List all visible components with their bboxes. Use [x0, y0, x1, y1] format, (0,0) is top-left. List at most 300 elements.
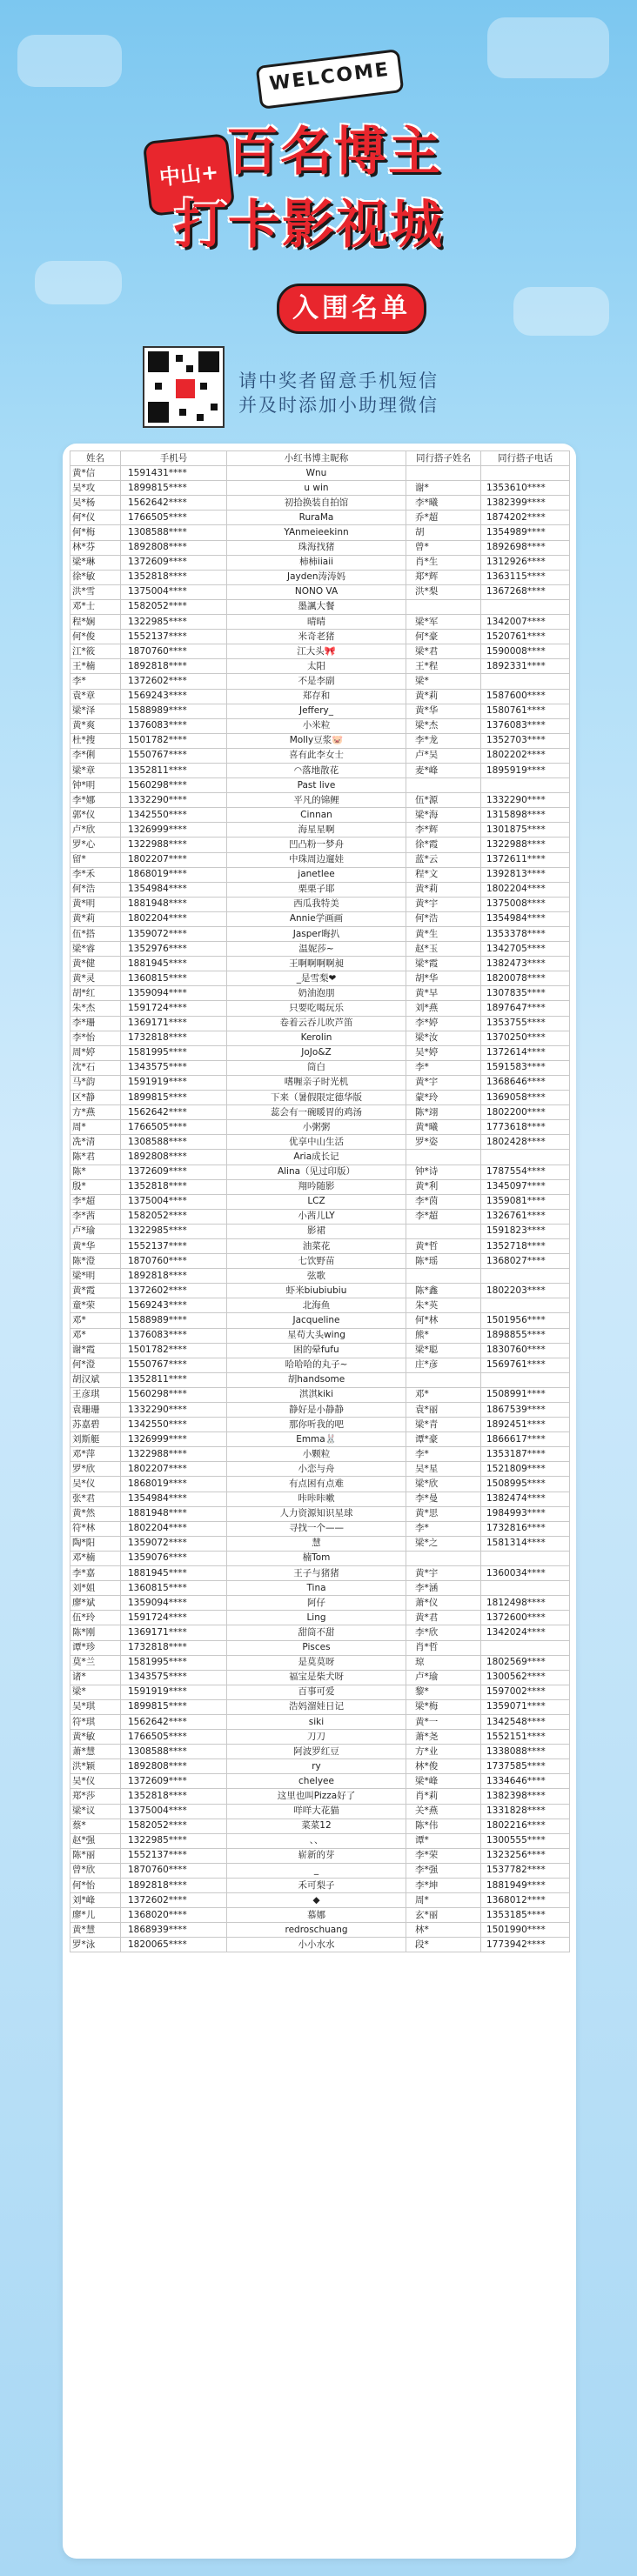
cell-name: 伍*搭 — [70, 927, 121, 942]
cell-companion-phone: 1597002**** — [481, 1685, 570, 1699]
table-row — [70, 584, 570, 599]
cell-companion-phone: 1802428**** — [481, 1135, 570, 1150]
table-row — [70, 957, 570, 971]
cell-name: 冼*清 — [70, 1135, 121, 1150]
cell-name: 邓*楠 — [70, 1551, 121, 1565]
cell-companion-phone: 1508991**** — [481, 1387, 570, 1402]
cell-nickname: Cinnan — [227, 808, 406, 823]
table-row — [70, 823, 570, 838]
cell-phone: 1591724**** — [121, 1001, 227, 1016]
cell-phone: 1375004**** — [121, 584, 227, 599]
cell-name: 陈*刚 — [70, 1625, 121, 1640]
cell-name: 黄*莉 — [70, 911, 121, 926]
cell-companion-name: 谢* — [406, 481, 481, 496]
cell-name: 杜*搜 — [70, 733, 121, 748]
cell-companion-name: 黄*思 — [406, 1506, 481, 1521]
cell-nickname: Annie学画画 — [227, 911, 406, 926]
cell-nickname: 淇淇kiki — [227, 1387, 406, 1402]
cell-name: 刘*姐 — [70, 1581, 121, 1596]
table-row — [70, 1313, 570, 1328]
cell-nickname: 嗜喱亲子时光机 — [227, 1075, 406, 1090]
cell-companion-phone: 1372611**** — [481, 852, 570, 867]
cell-name: 赵*强 — [70, 1833, 121, 1848]
cell-companion-name: 乔*超 — [406, 511, 481, 525]
cell-companion-name: 肖*哲 — [406, 1640, 481, 1655]
cell-companion-phone: 1375008**** — [481, 897, 570, 911]
cell-companion-name: 何*浩 — [406, 911, 481, 926]
cell-companion-phone — [481, 778, 570, 793]
cell-name: 邓*萍 — [70, 1447, 121, 1462]
cell-companion-phone: 1802204**** — [481, 882, 570, 897]
cell-nickname: Molly豆浆🐷 — [227, 733, 406, 748]
cell-name: 李*娜 — [70, 793, 121, 808]
cell-name: 李*禾 — [70, 867, 121, 882]
table-row — [70, 1893, 570, 1908]
cell-nickname: 慧 — [227, 1536, 406, 1551]
cell-phone: 1343575**** — [121, 1670, 227, 1685]
cell-companion-phone: 1332290**** — [481, 793, 570, 808]
cell-nickname: Jayden涛涛妈 — [227, 570, 406, 584]
cell-nickname: 虾米biubiubiu — [227, 1284, 406, 1298]
cell-companion-name: 琼 — [406, 1655, 481, 1670]
cell-phone: 1820065**** — [121, 1938, 227, 1952]
table-row — [70, 1016, 570, 1031]
cell-companion-name: 何*豪 — [406, 630, 481, 644]
cell-nickname: 西瓜我特美 — [227, 897, 406, 911]
table-row — [70, 1298, 570, 1313]
cell-phone: 1881948**** — [121, 897, 227, 911]
cell-companion-name: 李*超 — [406, 1209, 481, 1224]
table-row — [70, 1714, 570, 1729]
cell-nickname: ry — [227, 1759, 406, 1774]
cell-name: 留* — [70, 852, 121, 867]
cell-nickname: 小粥粥 — [227, 1120, 406, 1135]
cell-phone: 1766505**** — [121, 1120, 227, 1135]
cell-companion-phone: 1382474**** — [481, 1492, 570, 1506]
table-row — [70, 778, 570, 793]
cell-name: 陈*丽 — [70, 1848, 121, 1863]
cell-companion-phone: 1587600**** — [481, 689, 570, 704]
cell-companion-name: 吴*星 — [406, 1462, 481, 1477]
cell-companion-phone: 1802216**** — [481, 1819, 570, 1833]
cell-nickname: 珠海找猪 — [227, 540, 406, 555]
cell-companion-name: 钟*诗 — [406, 1165, 481, 1179]
cell-companion-phone: 1898855**** — [481, 1328, 570, 1343]
cell-companion-phone: 1892451**** — [481, 1418, 570, 1432]
notice-line2: 并及时添加小助理微信 — [238, 395, 439, 416]
cell-nickname: 菜菜12 — [227, 1819, 406, 1833]
cell-companion-name: 梁*霞 — [406, 957, 481, 971]
table-row — [70, 659, 570, 674]
cell-nickname: 小颗粒 — [227, 1447, 406, 1462]
cell-name: 黄*健 — [70, 957, 121, 971]
cell-companion-phone: 1732816**** — [481, 1521, 570, 1536]
cell-name: 沈*石 — [70, 1060, 121, 1075]
cell-phone: 1569243**** — [121, 1298, 227, 1313]
cell-companion-name: 蒙*玲 — [406, 1091, 481, 1105]
cell-companion-phone: 1372600**** — [481, 1611, 570, 1625]
cell-name: 黄*敏 — [70, 1730, 121, 1745]
cell-nickname: 困的晕fufu — [227, 1343, 406, 1358]
cell-companion-name: 肖*莉 — [406, 1789, 481, 1804]
cell-phone: 1354984**** — [121, 882, 227, 897]
table-row — [70, 1789, 570, 1804]
cell-nickname: 晴晴 — [227, 615, 406, 630]
cell-name: 邓*士 — [70, 599, 121, 614]
table-row — [70, 1833, 570, 1848]
cell-phone: 1892818**** — [121, 1879, 227, 1893]
cell-companion-name: 黄*宇 — [406, 1075, 481, 1090]
table-row — [70, 1521, 570, 1536]
cell-name: 莫*兰 — [70, 1655, 121, 1670]
cell-name: 伍*玲 — [70, 1611, 121, 1625]
cell-name: 吴*仪 — [70, 1774, 121, 1789]
qr-code-icon — [143, 346, 225, 428]
cell-companion-phone: 1773942**** — [481, 1938, 570, 1952]
cell-name: 方*燕 — [70, 1105, 121, 1120]
table-row — [70, 1923, 570, 1938]
cell-companion-name: 李* — [406, 1521, 481, 1536]
cell-companion-name: 谭* — [406, 1833, 481, 1848]
cell-companion-name: 黄*曦 — [406, 1120, 481, 1135]
cell-phone: 1550767**** — [121, 748, 227, 763]
cell-phone: 1343575**** — [121, 1060, 227, 1075]
cell-nickname: janetlee — [227, 867, 406, 882]
cell-nickname: 静好是小静静 — [227, 1403, 406, 1418]
cell-companion-phone: 1812498**** — [481, 1596, 570, 1611]
cell-nickname: _ — [227, 1863, 406, 1878]
cell-phone: 1899815**** — [121, 481, 227, 496]
cell-companion-phone: 1508995**** — [481, 1477, 570, 1492]
cell-nickname: 阿仔 — [227, 1596, 406, 1611]
cell-nickname: 王子与猪猪 — [227, 1566, 406, 1581]
cell-companion-name — [406, 1224, 481, 1238]
table-row — [70, 718, 570, 733]
cell-companion-phone: 1354989**** — [481, 525, 570, 540]
table-row — [70, 689, 570, 704]
cell-nickname: Jeffery_ — [227, 704, 406, 718]
cell-companion-name: 黄*早 — [406, 986, 481, 1001]
table-row — [70, 1387, 570, 1402]
cell-companion-name: 陈*鑫 — [406, 1284, 481, 1298]
cell-companion-name: 梁*青 — [406, 1418, 481, 1432]
cell-companion-name: 肖*生 — [406, 555, 481, 570]
cell-companion-phone: 1353187**** — [481, 1447, 570, 1462]
cell-companion-phone: 1580761**** — [481, 704, 570, 718]
cell-nickname: 刀刀 — [227, 1730, 406, 1745]
cell-companion-phone — [481, 1581, 570, 1596]
cell-phone: 1892808**** — [121, 540, 227, 555]
table-row — [70, 1699, 570, 1714]
table-row — [70, 1938, 570, 1952]
cell-name: 苏嘉碧 — [70, 1418, 121, 1432]
table-row — [70, 852, 570, 867]
cell-companion-phone: 1345097**** — [481, 1179, 570, 1194]
cell-name: 徐*敏 — [70, 570, 121, 584]
cell-nickname: 中珠周边遛娃 — [227, 852, 406, 867]
cell-name: 李*珊 — [70, 1016, 121, 1031]
cell-phone: 1868019**** — [121, 867, 227, 882]
decorative-cloud — [487, 17, 609, 78]
table-row — [70, 971, 570, 986]
cell-companion-name — [406, 1269, 481, 1284]
cell-phone: 1899815**** — [121, 1091, 227, 1105]
cell-companion-phone: 1359081**** — [481, 1194, 570, 1209]
cell-companion-name: 李*婷 — [406, 1016, 481, 1031]
table-row — [70, 1179, 570, 1194]
cell-companion-phone: 1569761**** — [481, 1358, 570, 1372]
cell-companion-phone: 1802203**** — [481, 1284, 570, 1298]
cell-companion-phone: 1315898**** — [481, 808, 570, 823]
cell-companion-name: 黄*华 — [406, 704, 481, 718]
cell-nickname: 翔吟随影 — [227, 1179, 406, 1194]
cell-nickname: Emma🐰 — [227, 1432, 406, 1447]
cell-phone: 1501782**** — [121, 1343, 227, 1358]
cell-nickname: 慕娜 — [227, 1908, 406, 1923]
cell-phone: 1802207**** — [121, 852, 227, 867]
cell-phone: 1369171**** — [121, 1625, 227, 1640]
cell-phone: 1369171**** — [121, 1016, 227, 1031]
cell-nickname: 楠Tom — [227, 1551, 406, 1565]
table-row — [70, 942, 570, 957]
cell-companion-name: 胡*华 — [406, 971, 481, 986]
cell-phone: 1322985**** — [121, 1833, 227, 1848]
cell-nickname: Alina（见过印版） — [227, 1165, 406, 1179]
table-row — [70, 748, 570, 763]
cell-nickname: ◠落地散花 — [227, 763, 406, 777]
cell-nickname: 优享中山生活 — [227, 1135, 406, 1150]
table-row — [70, 1477, 570, 1492]
table-row — [70, 1150, 570, 1165]
cell-companion-phone: 1334646**** — [481, 1774, 570, 1789]
cell-nickname: 北海鱼 — [227, 1298, 406, 1313]
cell-nickname: YAnmeieekinn — [227, 525, 406, 540]
cell-phone: 1359094**** — [121, 986, 227, 1001]
cell-phone: 1802204**** — [121, 911, 227, 926]
cell-companion-phone: 1369058**** — [481, 1091, 570, 1105]
cell-name: 周* — [70, 1120, 121, 1135]
cell-phone: 1591431**** — [121, 466, 227, 481]
cell-companion-name: 黄*宇 — [406, 897, 481, 911]
table-row — [70, 630, 570, 644]
cell-nickname: 奶油泡朋 — [227, 986, 406, 1001]
decorative-cloud — [513, 287, 609, 336]
cell-name: 郑*莎 — [70, 1789, 121, 1804]
cell-nickname: 油菜花 — [227, 1238, 406, 1253]
table-row — [70, 1551, 570, 1565]
cell-companion-name: 程*文 — [406, 867, 481, 882]
cell-nickname: 王啊啊啊啊昶 — [227, 957, 406, 971]
table-row — [70, 1358, 570, 1372]
table-row — [70, 1194, 570, 1209]
cell-nickname: 米奇老猪 — [227, 630, 406, 644]
cell-phone: 1868939**** — [121, 1923, 227, 1938]
cell-phone: 1569243**** — [121, 689, 227, 704]
cell-phone: 1352818**** — [121, 570, 227, 584]
table-row — [70, 1685, 570, 1699]
table-row — [70, 1581, 570, 1596]
decorative-cloud — [17, 35, 122, 87]
cell-phone: 1881945**** — [121, 957, 227, 971]
cell-nickname: 喜有此李女士 — [227, 748, 406, 763]
cell-name: 胡*红 — [70, 986, 121, 1001]
table-row — [70, 867, 570, 882]
cell-name: 何*俊 — [70, 630, 121, 644]
cell-companion-name: 玄*丽 — [406, 1908, 481, 1923]
cell-phone: 1352818**** — [121, 1789, 227, 1804]
cell-companion-name: 邓* — [406, 1387, 481, 1402]
cell-nickname: 柿柿iiaii — [227, 555, 406, 570]
cell-companion-phone: 1352703**** — [481, 733, 570, 748]
cell-nickname: Ling — [227, 1611, 406, 1625]
cell-name: 黄*慧 — [70, 1923, 121, 1938]
cell-nickname: 小小水水 — [227, 1938, 406, 1952]
cell-companion-name — [406, 466, 481, 481]
table-row — [70, 1640, 570, 1655]
cell-phone: 1359072**** — [121, 927, 227, 942]
cell-companion-name: 梁*杰 — [406, 718, 481, 733]
cell-nickname: LCZ — [227, 1194, 406, 1209]
cell-companion-phone: 1338088**** — [481, 1745, 570, 1759]
cell-companion-name: 李* — [406, 1447, 481, 1462]
cell-companion-phone: 1342705**** — [481, 942, 570, 957]
table-row — [70, 1670, 570, 1685]
cell-companion-name: 黄*利 — [406, 1179, 481, 1194]
table-row — [70, 1536, 570, 1551]
cell-companion-phone: 1382398**** — [481, 1789, 570, 1804]
cell-name: 何*梅 — [70, 525, 121, 540]
cell-companion-phone: 1368646**** — [481, 1075, 570, 1090]
cell-phone: 1375004**** — [121, 1194, 227, 1209]
cell-phone: 1308588**** — [121, 525, 227, 540]
cell-name: 谭*珍 — [70, 1640, 121, 1655]
cell-nickname: 七饮野苗 — [227, 1254, 406, 1269]
cell-companion-phone: 1787554**** — [481, 1165, 570, 1179]
cell-phone: 1550767**** — [121, 1358, 227, 1372]
cell-nickname: 百事可爱 — [227, 1685, 406, 1699]
cell-phone: 1732818**** — [121, 1640, 227, 1655]
cell-name: 李*俐 — [70, 748, 121, 763]
cell-companion-name: 梁*梅 — [406, 1699, 481, 1714]
cell-name: 陶*阳 — [70, 1536, 121, 1551]
cell-nickname: 小恋与舟 — [227, 1462, 406, 1477]
cell-nickname: 初拾换装自拍馆 — [227, 496, 406, 511]
cell-name: 廖*斌 — [70, 1596, 121, 1611]
table-row — [70, 1745, 570, 1759]
cell-name: 何*怡 — [70, 1879, 121, 1893]
cell-companion-phone — [481, 674, 570, 689]
cell-companion-name: 洪*梨 — [406, 584, 481, 599]
cell-companion-phone: 1802569**** — [481, 1655, 570, 1670]
cell-nickname: 咩咩大花猫 — [227, 1804, 406, 1819]
cell-companion-phone: 1353378**** — [481, 927, 570, 942]
cell-phone: 1870760**** — [121, 1863, 227, 1878]
cell-nickname: 那你听我的吧 — [227, 1418, 406, 1432]
cell-name: 殷* — [70, 1179, 121, 1194]
cell-companion-phone: 1881949**** — [481, 1879, 570, 1893]
table-row — [70, 1091, 570, 1105]
cell-companion-name: 萧*仪 — [406, 1596, 481, 1611]
cell-name: 黄*灵 — [70, 971, 121, 986]
cell-companion-name: 卢*瑜 — [406, 1670, 481, 1685]
cell-phone: 1560298**** — [121, 778, 227, 793]
cell-name: 林*芬 — [70, 540, 121, 555]
table-body — [70, 466, 570, 1952]
cell-nickname: 胡handsome — [227, 1372, 406, 1387]
notice-line1: 请中奖者留意手机短信 — [238, 370, 439, 391]
cell-companion-name: 陈*瑶 — [406, 1254, 481, 1269]
cell-companion-phone: 1376083**** — [481, 718, 570, 733]
cell-companion-phone: 1895919**** — [481, 763, 570, 777]
cell-companion-phone: 1342548**** — [481, 1714, 570, 1729]
cell-companion-name: 黄*宇 — [406, 1566, 481, 1581]
table-row — [70, 911, 570, 926]
cell-phone: 1332290**** — [121, 1403, 227, 1418]
cell-companion-phone — [481, 1551, 570, 1565]
cell-companion-phone: 1300562**** — [481, 1670, 570, 1685]
cell-phone: 1899815**** — [121, 1699, 227, 1714]
cell-phone: 1582052**** — [121, 599, 227, 614]
cell-companion-name: 李*辉 — [406, 823, 481, 838]
table-row — [70, 897, 570, 911]
cell-name: 梁*章 — [70, 763, 121, 777]
cell-companion-phone: 1591823**** — [481, 1224, 570, 1238]
cell-companion-name: 刘*燕 — [406, 1001, 481, 1016]
cell-phone: 1352976**** — [121, 942, 227, 957]
table-row — [70, 1165, 570, 1179]
cell-phone: 1326999**** — [121, 1432, 227, 1447]
table-row — [70, 1908, 570, 1923]
cell-nickname: 崭新的芽 — [227, 1848, 406, 1863]
cell-phone: 1372609**** — [121, 1165, 227, 1179]
cell-name: 吴*琪 — [70, 1699, 121, 1714]
cell-phone: 1581995**** — [121, 1045, 227, 1060]
cell-companion-phone: 1897647**** — [481, 1001, 570, 1016]
cell-name: 梁* — [70, 1685, 121, 1699]
cell-name: 何*仪 — [70, 511, 121, 525]
cell-phone: 1552137**** — [121, 1238, 227, 1253]
table-row — [70, 882, 570, 897]
cell-companion-phone: 1591583**** — [481, 1060, 570, 1075]
cell-phone: 1352811**** — [121, 1372, 227, 1387]
cell-companion-phone: 1866617**** — [481, 1432, 570, 1447]
cell-nickname: 卷着云吞儿吹芦笛 — [227, 1016, 406, 1031]
table-row — [70, 1774, 570, 1789]
cell-nickname: Past live — [227, 778, 406, 793]
cell-companion-name: 谭*豪 — [406, 1432, 481, 1447]
cell-nickname: 蕊会有一碗暖胃的鸡汤 — [227, 1105, 406, 1120]
cell-companion-name: 黄*一 — [406, 1714, 481, 1729]
cell-companion-phone: 1331828**** — [481, 1804, 570, 1819]
cell-phone: 1322988**** — [121, 1447, 227, 1462]
cell-name: 廖*儿 — [70, 1908, 121, 1923]
cell-phone: 1802204**** — [121, 1521, 227, 1536]
cell-nickname: redroschuang — [227, 1923, 406, 1938]
cell-phone: 1766505**** — [121, 511, 227, 525]
cell-phone: 1342550**** — [121, 808, 227, 823]
cell-nickname: 墨諷大餐 — [227, 599, 406, 614]
cell-companion-name: 段* — [406, 1938, 481, 1952]
cell-companion-name: 李*龙 — [406, 733, 481, 748]
cell-companion-phone: 1322988**** — [481, 838, 570, 852]
cell-name: 蔡* — [70, 1819, 121, 1833]
cell-name: 胡汉斌 — [70, 1372, 121, 1387]
cell-phone: 1359094**** — [121, 1596, 227, 1611]
cell-phone: 1766505**** — [121, 1730, 227, 1745]
cell-companion-phone — [481, 1150, 570, 1165]
cell-nickname: 福宝是柴犬呀 — [227, 1670, 406, 1685]
cell-companion-phone: 1590008**** — [481, 644, 570, 659]
